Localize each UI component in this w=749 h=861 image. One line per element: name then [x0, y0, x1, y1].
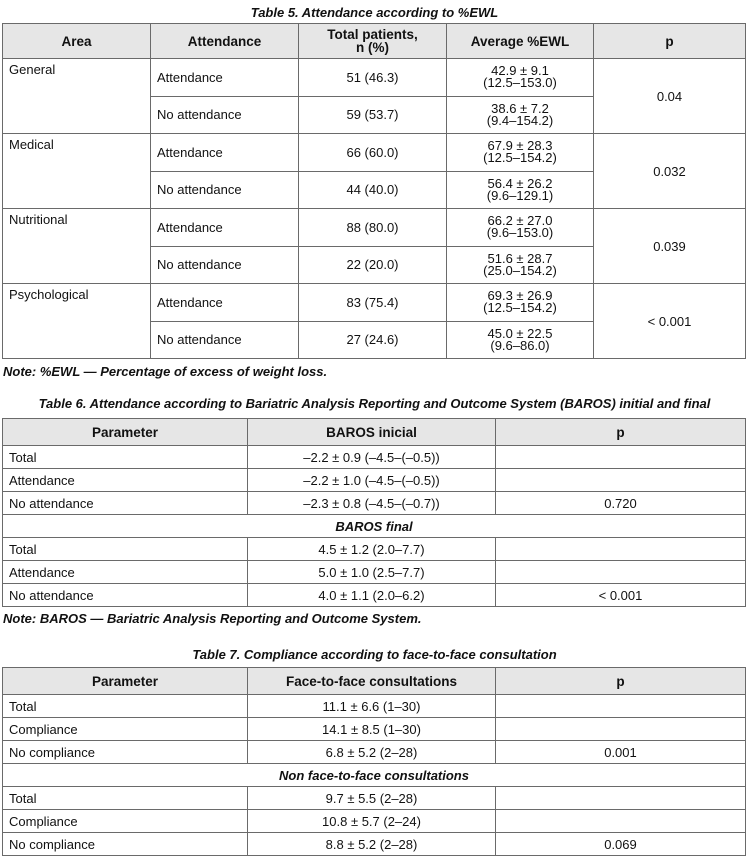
- param-cell: Total: [3, 538, 248, 561]
- param-cell: Total: [3, 787, 248, 810]
- table-row: [3, 492, 746, 515]
- attendance-cell: Attendance: [151, 134, 299, 172]
- header-parameter: Parameter: [3, 419, 248, 446]
- table6-note: Note: BAROS — Bariatric Analysis Reporting and Outcome System.: [3, 611, 422, 626]
- attendance-cell: No attendance: [151, 246, 299, 284]
- value-cell: –2.2 ± 0.9 (–4.5–(–0.5)): [248, 446, 496, 469]
- value-cell: 8.8 ± 5.2 (2–28): [248, 833, 496, 856]
- param-cell: Compliance: [3, 810, 248, 833]
- value-cell: 4.5 ± 1.2 (2.0–7.7): [248, 538, 496, 561]
- p-cell: 0.04: [594, 59, 746, 134]
- p-cell: [496, 718, 746, 741]
- total-cell: 51 (46.3): [299, 59, 447, 97]
- total-cell: 66 (60.0): [299, 134, 447, 172]
- table-row: [3, 134, 746, 172]
- section-title-row: [3, 764, 746, 787]
- area-cell: Nutritional: [3, 209, 151, 284]
- attendance-cell: Attendance: [151, 59, 299, 97]
- param-cell: Attendance: [3, 469, 248, 492]
- table-row: [3, 695, 746, 718]
- table-row: [3, 810, 746, 833]
- attendance-cell: No attendance: [151, 171, 299, 209]
- param-cell: No attendance: [3, 584, 248, 607]
- p-cell: 0.001: [496, 741, 746, 764]
- table6: [2, 418, 746, 607]
- header-p: p: [496, 668, 746, 695]
- ewl-cell: 56.4 ± 26.2 (9.6–129.1): [447, 171, 594, 209]
- table5-note: Note: %EWL — Percentage of excess of weight loss.: [3, 364, 328, 379]
- header-average-ewl: Average %EWL: [447, 24, 594, 59]
- value-cell: 5.0 ± 1.0 (2.5–7.7): [248, 561, 496, 584]
- ewl-cell: 45.0 ± 22.5 (9.6–86.0): [447, 321, 594, 359]
- table-row: [3, 284, 746, 322]
- header-face-to-face: Face-to-face consultations: [248, 668, 496, 695]
- param-cell: Compliance: [3, 718, 248, 741]
- ewl-cell: 51.6 ± 28.7 (25.0–154.2): [447, 246, 594, 284]
- table5: [2, 23, 746, 359]
- total-cell: 59 (53.7): [299, 96, 447, 134]
- table-row: [3, 59, 746, 97]
- area-cell: General: [3, 59, 151, 134]
- section-title: Non face-to-face consultations: [3, 764, 746, 787]
- p-cell: [496, 561, 746, 584]
- p-cell: [496, 469, 746, 492]
- attendance-cell: Attendance: [151, 284, 299, 322]
- header-area: Area: [3, 24, 151, 59]
- ewl-cell: 38.6 ± 7.2 (9.4–154.2): [447, 96, 594, 134]
- p-cell: [496, 810, 746, 833]
- value-cell: 14.1 ± 8.5 (1–30): [248, 718, 496, 741]
- header-parameter: Parameter: [3, 668, 248, 695]
- attendance-cell: No attendance: [151, 96, 299, 134]
- table-row: [3, 584, 746, 607]
- table5-caption: Table 5. Attendance according to %EWL: [250, 5, 499, 20]
- header-p: p: [496, 419, 746, 446]
- p-cell: 0.032: [594, 134, 746, 209]
- table5-header-row: [3, 24, 746, 59]
- total-cell: 27 (24.6): [299, 321, 447, 359]
- table7-caption: Table 7. Compliance according to face-to-face consultation: [192, 647, 557, 662]
- p-cell: [496, 695, 746, 718]
- attendance-cell: Attendance: [151, 209, 299, 247]
- table-row: [3, 561, 746, 584]
- area-cell: Psychological: [3, 284, 151, 359]
- header-p: p: [594, 24, 746, 59]
- table-row: [3, 209, 746, 247]
- section-title: BAROS final: [3, 515, 746, 538]
- value-cell: –2.3 ± 0.8 (–4.5–(–0.7)): [248, 492, 496, 515]
- ewl-cell: 66.2 ± 27.0 (9.6–153.0): [447, 209, 594, 247]
- table7-header-row: [3, 668, 746, 695]
- value-cell: 9.7 ± 5.5 (2–28): [248, 787, 496, 810]
- total-cell: 83 (75.4): [299, 284, 447, 322]
- table-row: [3, 446, 746, 469]
- p-cell: 0.069: [496, 833, 746, 856]
- table-row: [3, 741, 746, 764]
- value-cell: 6.8 ± 5.2 (2–28): [248, 741, 496, 764]
- p-cell: 0.720: [496, 492, 746, 515]
- p-cell: [496, 446, 746, 469]
- p-cell: [496, 538, 746, 561]
- param-cell: No compliance: [3, 741, 248, 764]
- total-cell: 88 (80.0): [299, 209, 447, 247]
- value-cell: 10.8 ± 5.7 (2–24): [248, 810, 496, 833]
- header-total-patients: Total patients, n (%): [299, 24, 447, 59]
- param-cell: No compliance: [3, 833, 248, 856]
- p-cell: < 0.001: [496, 584, 746, 607]
- param-cell: Total: [3, 695, 248, 718]
- p-cell: < 0.001: [594, 284, 746, 359]
- param-cell: Total: [3, 446, 248, 469]
- area-cell: Medical: [3, 134, 151, 209]
- value-cell: 4.0 ± 1.1 (2.0–6.2): [248, 584, 496, 607]
- param-cell: No attendance: [3, 492, 248, 515]
- ewl-cell: 42.9 ± 9.1 (12.5–153.0): [447, 59, 594, 97]
- param-cell: Attendance: [3, 561, 248, 584]
- table-row: [3, 718, 746, 741]
- table7: [2, 667, 746, 856]
- ewl-cell: 69.3 ± 26.9 (12.5–154.2): [447, 284, 594, 322]
- section-title-row: [3, 515, 746, 538]
- table-row: [3, 538, 746, 561]
- p-cell: 0.039: [594, 209, 746, 284]
- p-cell: [496, 787, 746, 810]
- table-row: [3, 469, 746, 492]
- header-attendance: Attendance: [151, 24, 299, 59]
- table-row: [3, 833, 746, 856]
- value-cell: –2.2 ± 1.0 (–4.5–(–0.5)): [248, 469, 496, 492]
- header-baros-initial: BAROS inicial: [248, 419, 496, 446]
- table-row: [3, 787, 746, 810]
- total-cell: 44 (40.0): [299, 171, 447, 209]
- ewl-cell: 67.9 ± 28.3 (12.5–154.2): [447, 134, 594, 172]
- value-cell: 11.1 ± 6.6 (1–30): [248, 695, 496, 718]
- table6-header-row: [3, 419, 746, 446]
- attendance-cell: No attendance: [151, 321, 299, 359]
- table6-caption: Table 6. Attendance according to Bariatric Analysis Reporting and Outcome System (BAROS) initial and final: [38, 396, 711, 411]
- total-cell: 22 (20.0): [299, 246, 447, 284]
